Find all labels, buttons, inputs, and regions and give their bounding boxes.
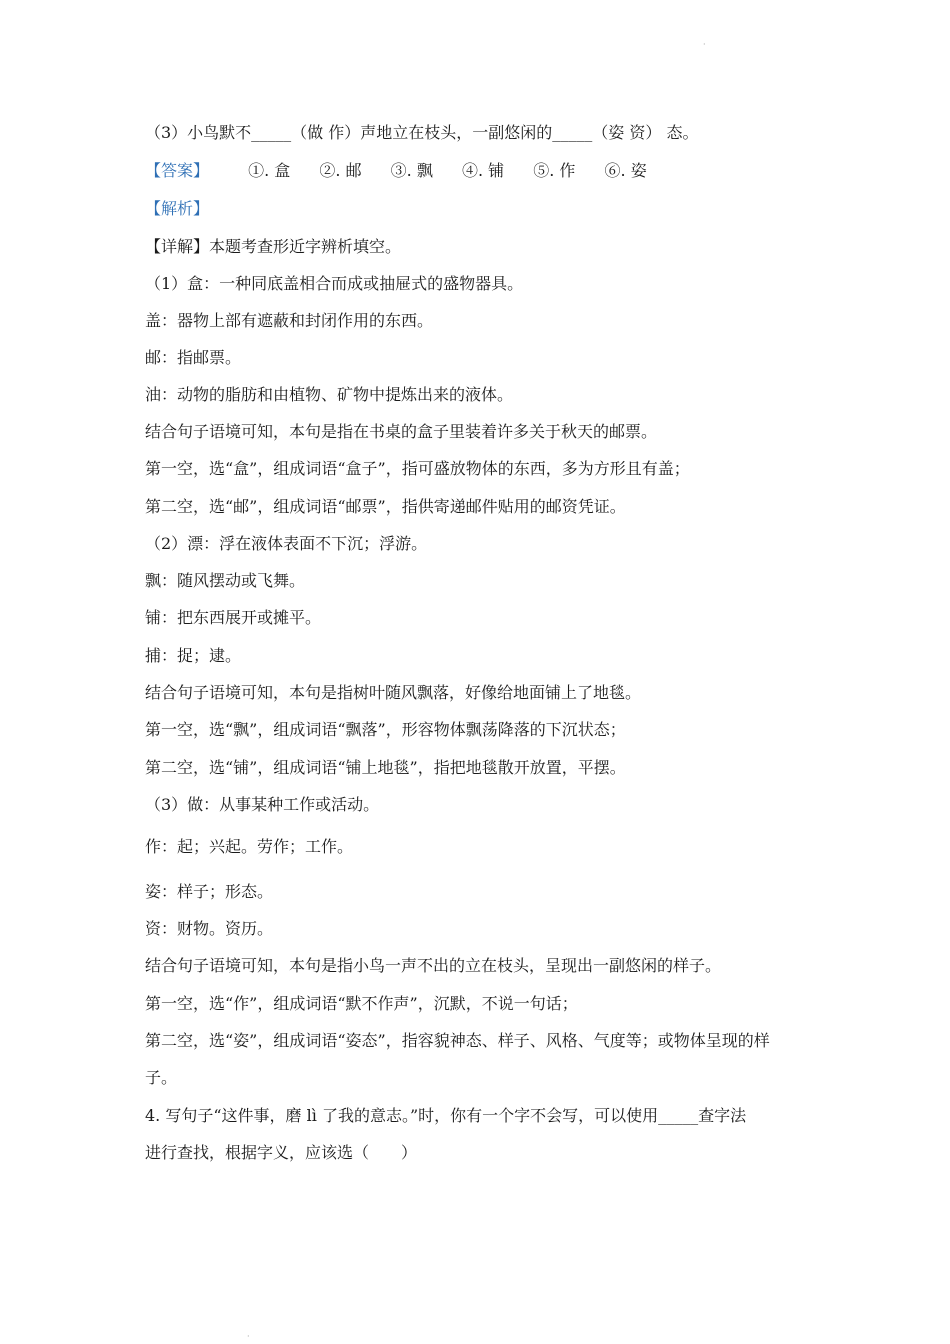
answer-item-5: ⑤. 作 <box>533 161 576 180</box>
text-line: 第二空，选“姿”，组成词语“姿态”，指容貌神态、样子、风格、气度等；或物体呈现的样 <box>145 1031 770 1050</box>
text-line: 资：财物。资历。 <box>145 919 274 938</box>
answer-item-3: ③. 飘 <box>390 161 433 180</box>
text-line: 盖：器物上部有遮蔽和封闭作用的东西。 <box>145 311 434 330</box>
text-line: 铺：把东西展开或摊平。 <box>145 608 322 627</box>
text-line: 结合句子语境可知，本句是指树叶随风飘落，好像给地面铺上了地毯。 <box>145 683 642 702</box>
text-line: （3）做：从事某种工作或活动。 <box>145 795 380 814</box>
question-3-sentence: （3）小鸟默不_____（做 作）声地立在枝头，一副悠闲的_____（姿 资） 态。 <box>145 123 699 142</box>
text-line: 邮：指邮票。 <box>145 348 242 367</box>
text-line: 子。 <box>145 1068 178 1087</box>
answer-item-1: ①. 盒 <box>248 161 291 180</box>
text-line: 第一空，选“飘”，组成词语“飘落”，形容物体飘荡降落的下沉状态； <box>145 720 626 739</box>
answer-item-6: ⑥. 姿 <box>604 161 647 180</box>
text-line: 油：动物的脂肪和由植物、矿物中提炼出来的液体。 <box>145 385 514 404</box>
question-4-line: 4. 写句子“这件事，磨 lì 了我的意志。”时，你有一个字不会写，可以使用_____查字法 <box>145 1106 747 1125</box>
analysis-label: 【解析】 <box>145 199 210 218</box>
text-line: 结合句子语境可知，本句是指小鸟一声不出的立在枝头，呈现出一副悠闲的样子。 <box>145 956 722 975</box>
text-line: 飘：随风摆动或飞舞。 <box>145 571 306 590</box>
answer-label: 【答案】 <box>145 161 210 180</box>
text-line: 第一空，选“盒”，组成词语“盒子”，指可盛放物体的东西，多为方形且有盖； <box>145 459 690 478</box>
text-line: 结合句子语境可知，本句是指在书桌的盒子里装着许多关于秋天的邮票。 <box>145 422 658 441</box>
text-line: 捕：捉；逮。 <box>145 646 242 665</box>
question-4-line: 进行查找，根据字义，应该选（ ） <box>145 1143 418 1162</box>
answer-item-2: ②. 邮 <box>319 161 362 180</box>
text-line: 第二空，选“铺”，组成词语“铺上地毯”，指把地毯散开放置，平摆。 <box>145 758 626 777</box>
text-line: （1）盒：一种同底盖相合而成或抽屉式的盛物器具。 <box>145 274 524 293</box>
scan-dot: · <box>247 1332 250 1341</box>
answer-item-4: ④. 铺 <box>461 161 505 180</box>
text-line: 姿：样子；形态。 <box>145 882 274 901</box>
text-line: 第二空，选“邮”，组成词语“邮票”，指供寄递邮件贴用的邮资凭证。 <box>145 497 626 516</box>
text-line: 【详解】本题考查形近字辨析填空。 <box>145 237 402 256</box>
scan-dot: · <box>703 40 706 49</box>
text-line: 作：起；兴起。劳作；工作。 <box>145 837 354 856</box>
answer-row <box>145 160 810 182</box>
text-line: （2）漂：浮在液体表面不下沉；浮游。 <box>145 534 428 553</box>
text-line: 第一空，选“作”，组成词语“默不作声”，沉默，不说一句话； <box>145 994 578 1013</box>
